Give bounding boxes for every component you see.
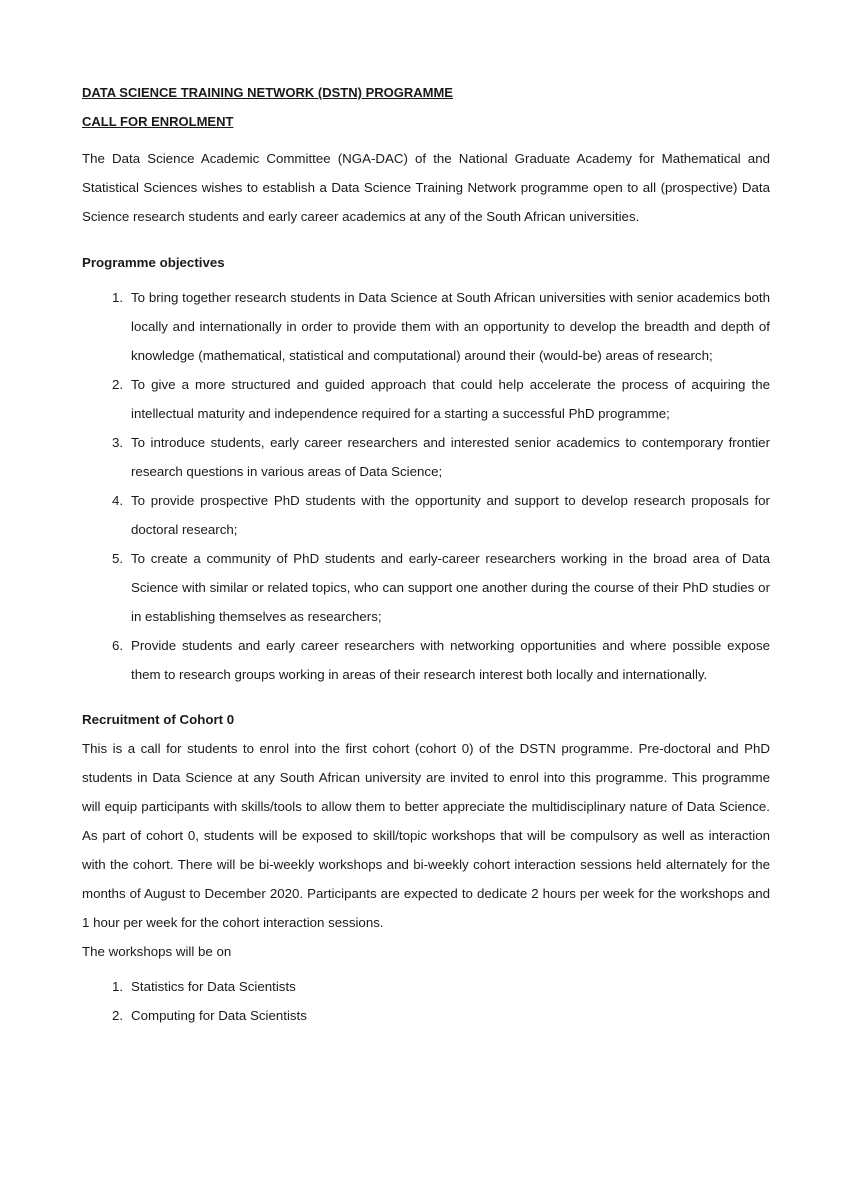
list-item — [82, 486, 770, 544]
list-item — [82, 631, 770, 689]
list-text: Provide students and early career researchers with networking opportunities and where possible expose them to research groups working in areas of their research interest both locally and internationally. — [131, 638, 770, 682]
list-item — [82, 1001, 770, 1030]
list-item — [82, 283, 770, 370]
workshops-list — [82, 972, 770, 1030]
list-number: 1. — [112, 290, 124, 305]
objectives-heading: Programme objectives — [82, 255, 225, 270]
list-number: 6. — [112, 638, 124, 653]
list-text: Statistics for Data Scientists — [131, 979, 296, 994]
recruitment-paragraph: This is a call for students to enrol into the first cohort (cohort 0) of the DSTN programme. Pre-doctoral and PhD students in Data Science at any South African university are invited to enrol into this programme. This programme will equip participants with skills/tools to allow them to better appreciate the multidisciplinary nature of Data Science. As part of cohort 0, students will be exposed to skill/topic workshops that will be compulsory as well as interaction with the cohort. There will be bi-weekly workshops and bi-weekly cohort interaction sessions held alternately for the months of August to December 2020. Participants are expected to dedicate 2 hours per week for the workshops and 1 hour per week for the cohort interaction sessions. — [82, 741, 770, 930]
list-number: 2. — [112, 377, 124, 392]
intro-paragraph: The Data Science Academic Committee (NGA-DAC) of the National Graduate Academy for Mathematical and Statistical Sciences wishes to establish a Data Science Training Network programme open to all (prospective) Data Science research students and early career academics at any of the South African universities. — [82, 151, 770, 224]
document-subtitle: CALL FOR ENROLMENT — [82, 114, 234, 129]
list-number: 2. — [112, 1008, 124, 1023]
list-item — [82, 370, 770, 428]
list-text: Computing for Data Scientists — [131, 1008, 307, 1023]
list-item — [82, 428, 770, 486]
list-item — [82, 972, 770, 1001]
list-text: To provide prospective PhD students with the opportunity and support to develop research proposals for doctoral research; — [131, 493, 770, 537]
list-text: To create a community of PhD students and early-career researchers working in the broad area of Data Science with similar or related topics, who can support one another during the course of their PhD studies or in establishing themselves as researchers; — [131, 551, 770, 624]
list-number: 5. — [112, 551, 124, 566]
objectives-list — [82, 283, 770, 689]
list-number: 4. — [112, 493, 124, 508]
list-text: To bring together research students in Data Science at South African universities with senior academics both locally and internationally in order to provide them with an opportunity to develop the breadth and depth of knowledge (mathematical, statistical and computational) around their (would-be) areas of research; — [131, 290, 770, 363]
recruitment-heading: Recruitment of Cohort 0 — [82, 712, 235, 727]
document-page — [82, 78, 770, 1030]
document-title: DATA SCIENCE TRAINING NETWORK (DSTN) PROGRAMME — [82, 85, 453, 100]
list-number: 3. — [112, 435, 124, 450]
list-text: To introduce students, early career researchers and interested senior academics to contemporary frontier research questions in various areas of Data Science; — [131, 435, 770, 479]
workshops-intro: The workshops will be on — [82, 944, 232, 959]
list-item — [82, 544, 770, 631]
list-number: 1. — [112, 979, 124, 994]
list-text: To give a more structured and guided approach that could help accelerate the process of acquiring the intellectual maturity and independence required for a starting a successful PhD programme; — [131, 377, 770, 421]
